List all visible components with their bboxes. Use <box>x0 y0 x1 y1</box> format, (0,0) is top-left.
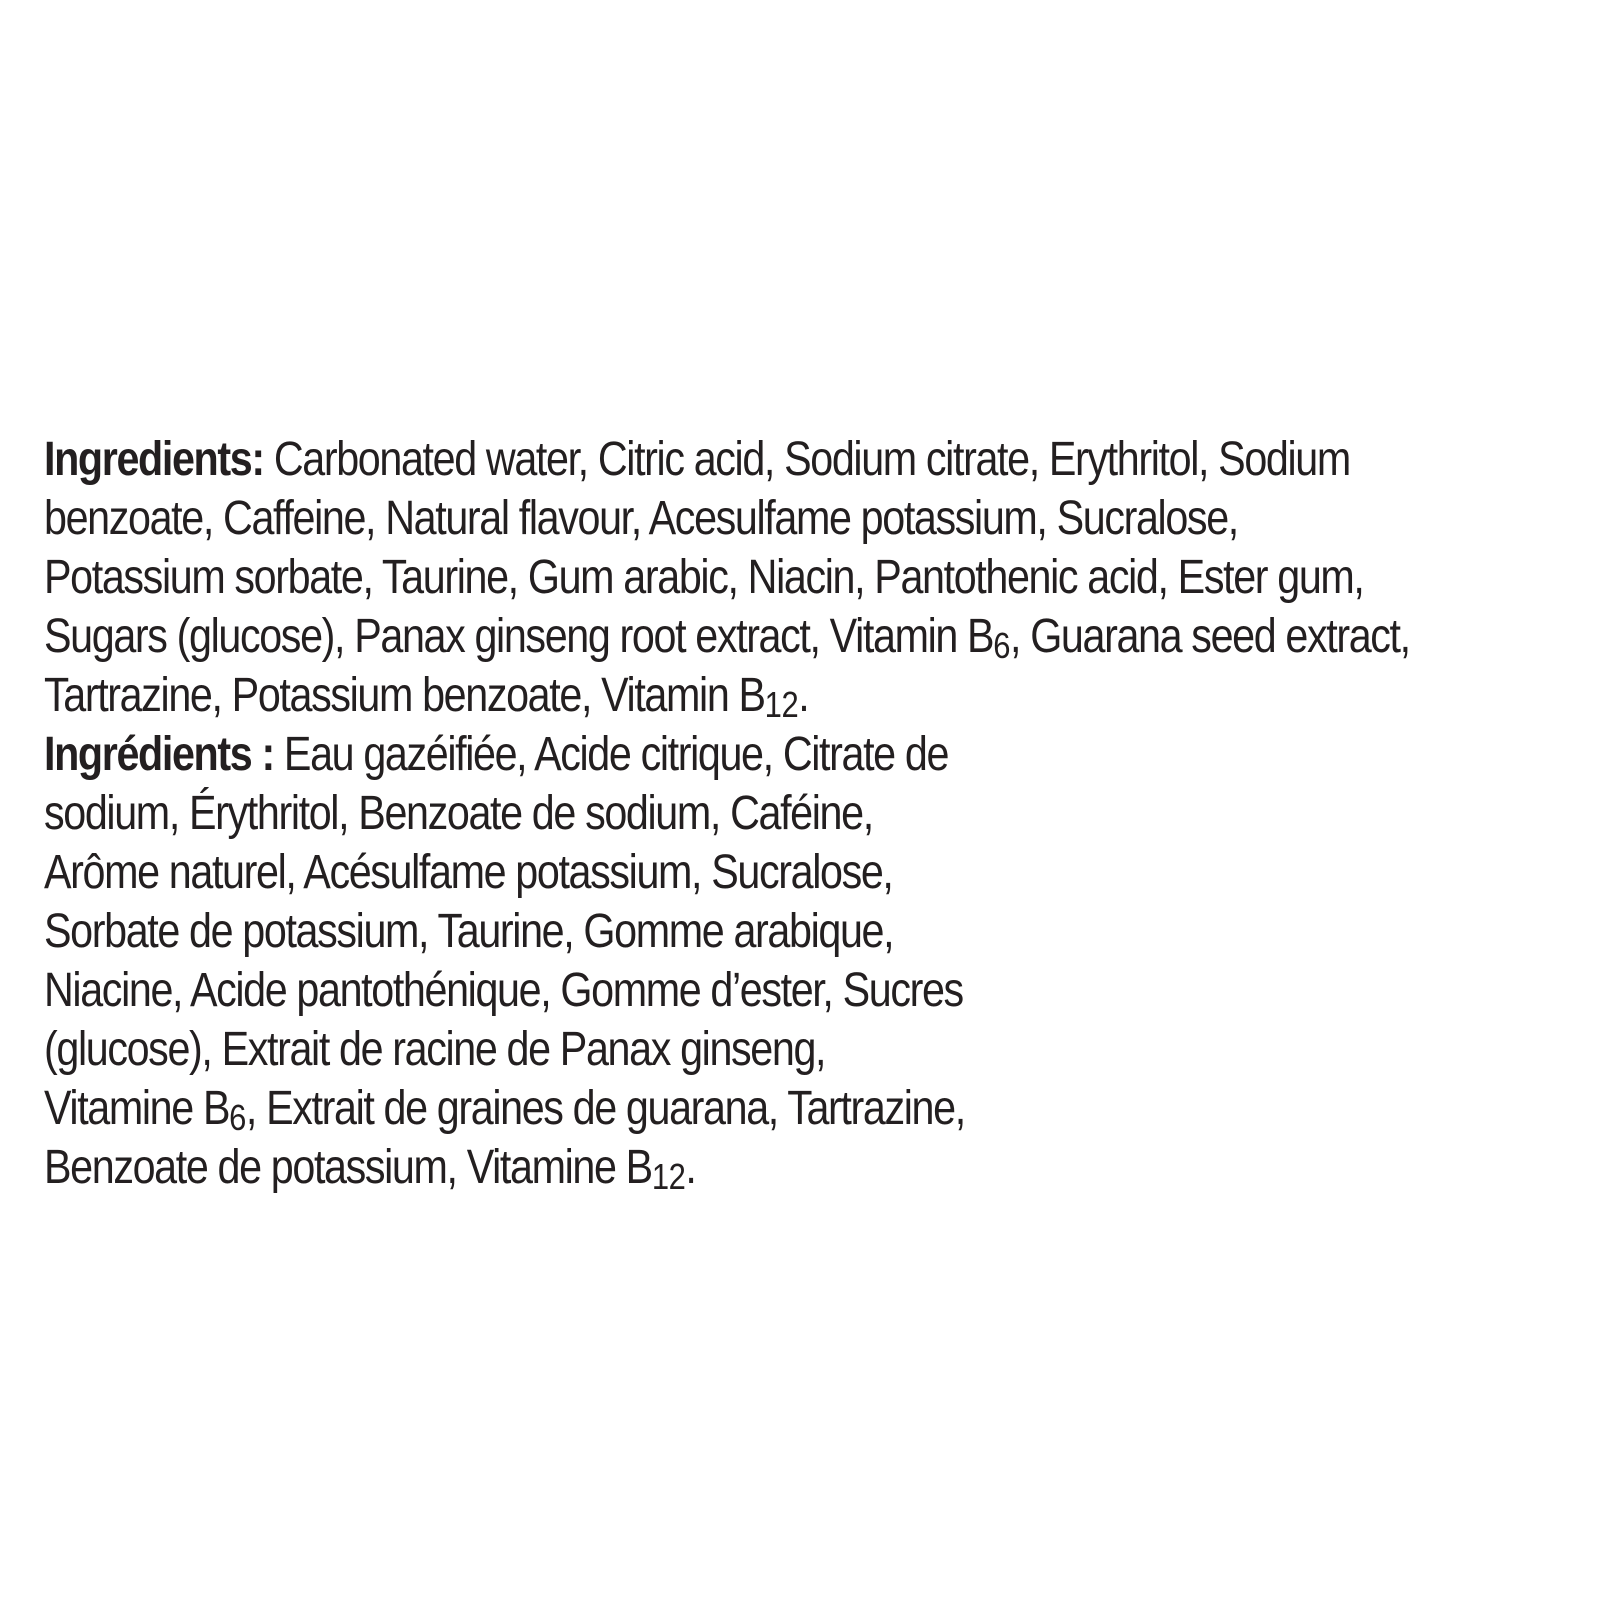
ingredients-text: sodium, Érythritol, Benzoate de sodium, Caféine, <box>44 787 873 840</box>
ingredients-text: benzoate, Caffeine, Natural flavour, Acesulfame potassium, Sucralose, <box>44 492 1238 545</box>
ingredients-line-fr-3 <box>44 843 1360 902</box>
ingredients-line-en-5 <box>44 666 1360 725</box>
ingredients-line-en-3 <box>44 548 1364 607</box>
vitamin-subscript: 12 <box>651 1156 686 1197</box>
ingredients-line-fr-7 <box>44 1079 1360 1138</box>
ingredients-text: Sorbate de potassium, Taurine, Gomme arabique, <box>44 905 894 958</box>
vitamin-subscript: 6 <box>993 625 1011 666</box>
ingredients-text: Niacine, Acide pantothénique, Gomme d’ester, Sucres <box>44 964 963 1017</box>
ingredients-line-fr-6 <box>44 1020 1360 1079</box>
ingredients-text: . <box>798 669 809 722</box>
ingredients-line-en-4 <box>44 607 1410 666</box>
vitamin-subscript: 6 <box>229 1097 246 1138</box>
vitamin-subscript: 12 <box>764 684 799 725</box>
ingredients-label <box>44 430 1574 1197</box>
ingredients-text: , Guarana seed extract, <box>1010 610 1410 663</box>
ingredients-text: Potassium sorbate, Taurine, Gum arabic, Niacin, Pantothenic acid, Ester gum, <box>44 551 1364 604</box>
ingredients-text: Vitamine B <box>44 1082 230 1135</box>
ingredients-line-fr-1 <box>44 725 1360 784</box>
ingredients-line-fr-2 <box>44 784 1360 843</box>
ingredients-heading-en: Ingredients: <box>44 433 264 486</box>
ingredients-text: Arôme naturel, Acésulfame potassium, Sucralose, <box>44 846 893 899</box>
ingredients-line-fr-4 <box>44 902 1360 961</box>
ingredients-text: Tartrazine, Potassium benzoate, Vitamin B <box>44 669 765 722</box>
ingredients-line-fr-8 <box>44 1138 1360 1197</box>
ingredients-text: Carbonated water, Citric acid, Sodium citrate, Erythritol, Sodium <box>263 433 1350 486</box>
ingredients-text: Eau gazéifiée, Acide citrique, Citrate de <box>273 728 949 781</box>
ingredients-line-fr-5 <box>44 961 1360 1020</box>
ingredients-text: Sugars (glucose), Panax ginseng root extract, Vitamin B <box>44 610 994 663</box>
ingredients-text: (glucose), Extrait de racine de Panax ginseng, <box>44 1023 826 1076</box>
ingredients-line-en-1 <box>44 430 1360 489</box>
ingredients-line-en-2 <box>44 489 1360 548</box>
ingredients-text: , Extrait de graines de guarana, Tartrazine, <box>245 1082 965 1135</box>
ingredients-text: Benzoate de potassium, Vitamine B <box>44 1141 652 1194</box>
ingredients-heading-fr: Ingrédients : <box>44 728 274 781</box>
ingredients-text: . <box>685 1141 696 1194</box>
